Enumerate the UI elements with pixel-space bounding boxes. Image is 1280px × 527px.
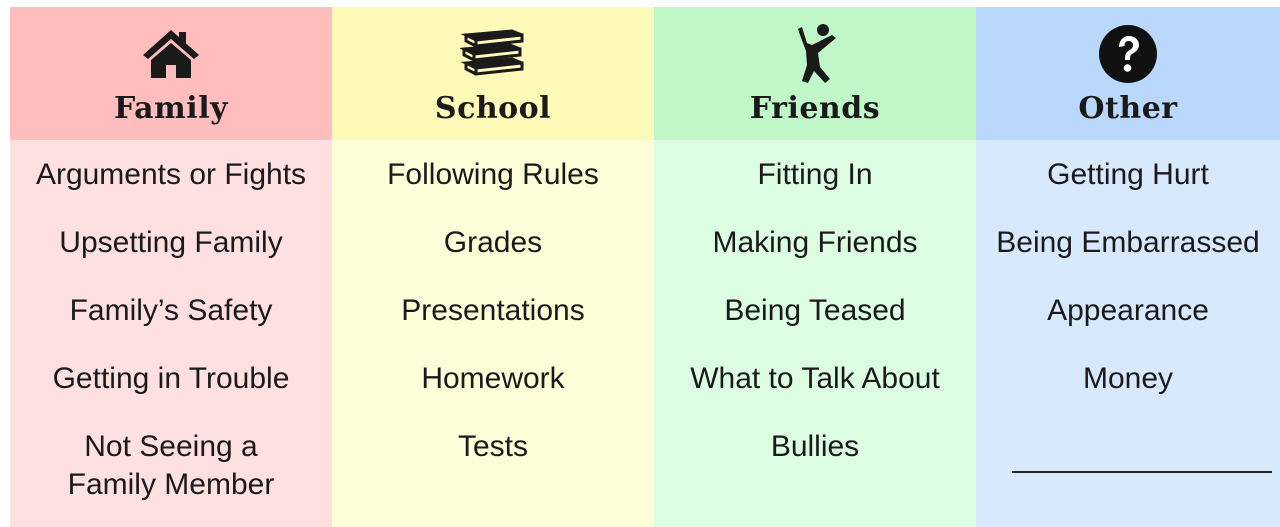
list-item: Following Rules	[387, 158, 599, 191]
list-item: Homework	[421, 362, 565, 395]
list-item: Bullies	[770, 430, 860, 463]
family-header	[10, 7, 332, 140]
list-item: Upsetting Family	[59, 226, 283, 259]
worries-table	[10, 7, 1280, 527]
other-column	[976, 7, 1280, 527]
column-title: Family	[113, 91, 229, 126]
house-icon	[10, 25, 332, 83]
list-item: Family Member	[67, 468, 275, 501]
school-header	[332, 7, 654, 140]
list-item: Grades	[443, 226, 543, 259]
other-header	[976, 7, 1280, 140]
question-mark-icon	[976, 25, 1280, 83]
list-item: Getting in Trouble	[52, 362, 290, 395]
friends-column	[654, 7, 976, 527]
list-item: Making Friends	[712, 226, 918, 259]
list-item: Being Embarrassed	[996, 226, 1260, 259]
family-list	[10, 140, 332, 527]
list-item: Presentations	[401, 294, 585, 327]
list-item: Appearance	[1047, 294, 1209, 327]
list-item: What to Talk About	[690, 362, 940, 395]
school-list	[332, 140, 654, 527]
list-item: Fitting In	[757, 158, 873, 191]
column-title: School	[434, 91, 552, 126]
friends-list	[654, 140, 976, 527]
list-item: Getting Hurt	[1047, 158, 1209, 191]
column-title: Friends	[749, 91, 881, 126]
blank-write-in-line[interactable]	[1012, 471, 1272, 473]
column-title: Other	[1078, 91, 1178, 126]
list-item: Arguments or Fights	[35, 158, 307, 191]
list-item: Family’s Safety	[69, 294, 273, 327]
list-item: Not Seeing a	[84, 430, 258, 463]
list-item: Money	[1082, 362, 1174, 395]
list-item: Tests	[457, 430, 529, 463]
friends-header	[654, 7, 976, 140]
books-icon	[332, 25, 654, 83]
school-column	[332, 7, 654, 527]
other-list	[976, 140, 1280, 527]
family-column	[10, 7, 332, 527]
jumping-person-icon	[654, 25, 976, 83]
list-item: Being Teased	[724, 294, 906, 327]
